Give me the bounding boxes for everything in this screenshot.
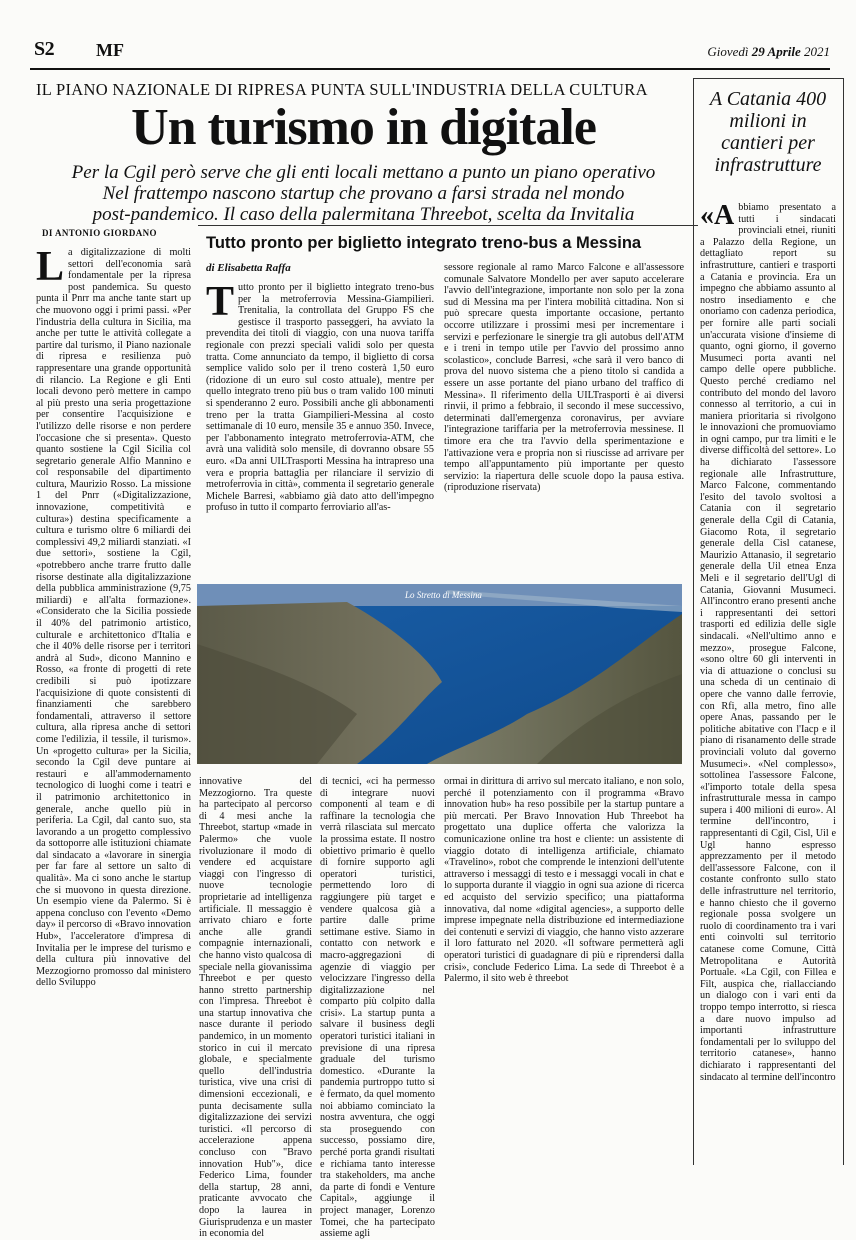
box-top-rule [198,225,698,226]
article-title: Un turismo in digitale [131,99,596,156]
masthead: MF [96,40,124,60]
article-column-4: ormai in dirittura di arrivo sul mercato italiano, e non solo, perché il potenziamento con il programma «Bravo innovation hub» ha reso possibile per la startup puntare a più mercati. Per Bravo Innovation Hub Threebot ha progettato una duplice offerta che valorizza la comunicazione online tra host e cliente: un assistente di viaggio dotato di intelligenza artificiale, chiamato «Travelino», robot che comprende le intenzioni dell'utente attraverso i messaggi di testo e i messaggi vocali in chat e lo supporta durante il viaggio in ogni sua azione di ricerca ed acquisto del servizio specifico; una piattaforma innovativa, dal nome «digital agencies», a supporto delle imprese impegnate nella distribuzione ed intermediazione dei contenuti e servizi di viaggio, che hanno visto azzerare il loro fatturato nel 2020. «Il software permetterà agli operatori turistici di guadagnare di più e riprendersi dalla crisi», conclude Federico Lima. La sede di Threebot è a Palermo, il sito web è threebot [444,776,684,985]
box-title: Tutto pronto per biglietto integrato treno-bus a Messina [206,234,642,252]
strait-photo [197,584,682,764]
photo-caption: Lo Stretto di Messina [405,590,482,600]
issue-date: Giovedì 29 Aprile 2021 [707,44,830,59]
article-column-3: di tecnici, «ci ha permesso di integrare nuovi componenti al team e di raffinare la tecnologia che verrà rilasciata sul mercato la prossima estate. Il nostro obiettivo primario è quello di fornire supporto agli operatori turistici, permettendo loro di raggiungere più target e vendere qualcosa già a partire dalle prime settimane estive. Siamo in contatto con network e macro-aggregazioni di agenzie di viaggio per velocizzare l'ingresso della digitalizzazione nel comparto più colpito dalla crisi». La startup punta a salvare il business degli operatori turistici italiani in previsione di una ripresa graduale del turismo domestico. «Durante la pandemia purtroppo tutto si è fermato, da quel momento noi abbiamo cominciato la nostra avventura, che oggi sta proseguendo con successo, possiamo dire, perché porta grandi risultati e richiama tanto interesse tra stakeholders, ma anche da parte di fondi e Venture Capital», aggiunge il project manager, Lorenzo Tomei, che ha partecipato assieme agli [320,776,435,1240]
sidebar-text: «Abbiamo presentato a tutti i sindacati provinciali etnei, riuniti a Palazzo della Regione, un dettagliato report su infrastrutture, cantieri e trasporti a Catania e provincia. Era un impegno che abbiamo assunto al nostro insediamento e che onoriamo con cadenza periodica, per fornire alle parti sociali un'accurata visione d'insieme di quanto, ogni giorno, il governo Musumeci porta avanti nel campo delle opere pubbliche. Questo perché crediamo nel contributo del mondo del lavoro connesso al territorio, a cui in maniera prioritaria si rivolgono le innovazioni che promuoviamo in ogni campo, pur tra limiti e le diverse difficoltà del settore». Lo ha dichiarato l'assessore regionale alle Infrastrutture, Marco Falcone, commentando l'esito del tavolo svoltosi a Catania con il segretario generale della Cgil di Catania, Giacomo Rota, il segretario generale della Cisl catanese, Maurizio Attanasio, il segretario generale della Uil etnea Enza Meli e il segretario dell'Ugl di Catania, Giovanni Musumeci. All'incontro erano presenti anche i rappresentanti dei settori trasporti ed edilizia delle sigle sindacali. «Nell'ultimo anno e mezzo», prosegue Falcone, «sono oltre 60 gli interventi in via di attuazione o conclusi su una scheda di un centinaio di opere che vanno dalle ferrovie, con Rfi, alla metro, fino alle opere Anas, passando per le politiche abitative con l'Iacp e il piano di risanamento delle strade provinciali voluto dal governo Musumeci». «Nel complesso», sottolinea l'assessore Falcone, «l'importo totale della spesa infrastrutturale messa in campo supera i 400 milioni di euro». Al termine dell'incontro, i rappresentanti di Cgil, Cisl, Uil e Ugl hanno espresso apprezzamento per il metodo dell'assessore Falcone, con il costante confronto sullo stato delle infrastrutture nel territorio, e hanno chiesto che il governo regionale possa svolgere un ruolo di coordinamento tra i vari enti coinvolti sul territorio catanese come Comune, Città Metropolitana e Autorità Portuale. «La Cgil, con Fillea e Filt, auspica che, riallacciando un dialogo con i vari enti da troppo tempo interrotto, si riesca a dare nuovo impulso ad importanti infrastrutture fondamentali per lo sviluppo del territorio catanese», hanno dichiarato i rappresentanti del sindacato al termine dell'incontro [700,200,836,1083]
article-kicker: IL PIANO NAZIONALE DI RIPRESA PUNTA SULL'INDUSTRIA DELLA CULTURA [36,80,648,99]
dropcap: L [36,244,65,290]
dropcap: T [206,279,235,325]
header-rule [30,68,830,70]
box-author: di Elisabetta Raffa [206,262,291,274]
box-column-1: Tutto pronto per il biglietto integrato treno-bus per la metroferrovia Messina-Giampilieri. Trenitalia, la controllata del Gruppo FS che gestisce il trasporto passeggeri, ha avviato la prevendita dei titoli di viaggio, con una nuova tariffa regionale con prezzi speciali validi solo per questa tratta. Come annunciato da tempo, il biglietto di corsa semplice valido solo per il treno costerà 1,50 euro (ridozione di un euro sul costo attuale), mentre per quello integrato treno più bus o tram valido 100 minuti si spenderanno 2 euro. Possibili anche gli abbonamenti treno per la tratta Giampilieri-Messina al costo settimanale di 10 euro, mensile 35 e annuo 350. Invece, per l'abbonamento integrato metroferrovia-ATM, che avrà una validità solo mensile, di dovranno obsare 55 euro. «Da anni UILTrasporti Messina ha intrapreso una vera e propria battaglia per rilanciare il servizio di metroferrovia in città», commenta il segretario generale Michele Barresi, «abbiamo già dato atto dell'impegno profuso in tutto il comparto ferroviario all'as- [206,279,434,514]
section-label: S2 [34,38,55,60]
article-column-2: innovative del Mezzogiorno. Tra queste ha partecipato al percorso di 4 mesi anche la Threebot, startup «made in Palermo» che vuole rivoluzionare il modo di vendere ed acquistare viaggi con l'ingresso di nuove tecnologie proprietarie ad intelligenza artificiale. Il messaggio è arrivato chiaro e forte anche alle grandi compagnie internazionali, che hanno visto qualcosa di speciale nella giovanissima Threebot e per questo hanno stretto partnership con l'impresa. Threebot è una startup innovativa che nasce durante il periodo pandemico, in un momento storico in cui il mercato globale, e specialmente quello dell'industria turistica, vive una crisi di dimensioni eccezionali, e punta decisamente sulla digitalizzazione dei servizi turistici. «Il percorso di accelerazione appena concluso con "Bravo innovation Hub"», dice Federico Lima, founder della startup, 28 anni, praticante avvocato che dopo la laurea in Giurisprudenza e un master in economia del [199,776,312,1240]
dropcap: «A [700,200,735,231]
box-column-2: sessore regionale al ramo Marco Falcone e all'assessore comunale Salvatore Mondello per aver saputo accelerare l'avvio dell'integrazione, importante non solo per la zona sud di Messina ma per l'intera mobilità cittadina. Non si può sprecare questa importante occasione, pertanto occorre utilizzare i prossimi mesi per incrementare i servizi e perfezionare le sinergie tra gli autobus dell'ATM e i treni in tempo utile per l'avvio del prossimo anno scolastico», conclude Barresi, «che sarà il vero banco di prova del nuovo sistema che a pieno titolo si candida a essere un asse portante del piano urbano del traffico di Messina». Il riferimento della UILTrasporti è ai diversi rinvii, il primo a febbraio, il secondo il mese successivo, determinati dall'emergenza coronavirus, per avviare l'integrazione tariffaria per la metroferrovia messinese. Il timore era che tra l'avvio della sperimentazione e l'attivazione vera e propria non si riuscisse ad arrivare per tempo all'appuntamento più importante per questo servizio: la riapertura delle scuole dopo la pausa estiva. (riproduzione riservata) [444,262,684,494]
sidebar-title: A Catania 400 milioni in cantieri per infrastrutture [709,88,827,176]
article-byline: DI ANTONIO GIORDANO [42,228,157,238]
article-deck: Per la Cgil però serve che gli enti locali mettano a punto un piano operativo Nel frattempo nascono startup che provano a farsi strada nel mondo post-pandemico. Il caso della palermitana Threebot, scelta da Invitalia [71,162,656,225]
article-column-1: La digitalizzazione di molti settori dell'economia sarà fondamentale per la ripresa post pandemica. Su questo punta il Pnrr ma anche tante start up che muovono oggi i primi passi. «Per l'industria della cultura in Sicilia, ma anche per tutte le attività collegate a partire dal turismo, il Piano nazionale di ripresa e resilienza può rappresentare una grande opportunità di rilancio. La Regione e gli Enti locali devono però mettere in campo al più presto una seria progettazione per consentire l'acquisizione e l'utilizzo delle risorse e non perdere l'occasione che si presenta». Questo quanto sostiene la Cgil Sicilia col segretario generale Alfio Mannino e col responsabile del dipartimento cultura, Maurizio Rosso. La missione 1 del Pnrr («Digitalizzazione, innovazione, competitività e cultura») destina specificamente a cultura e turismo oltre 6 miliardi dei complessivi 49,2 miliardi stanziati. «I due settori», sostiene la Cgil, «potrebbero anche trarre frutto dalle risorse destinate alla digitalizzazione della pubblica amministrazione (9,75 miliardi) e all'alta formazione». «Considerato che la Sicilia possiede il 40% del patrimonio artistico, culturale e architettonico d'Italia e che il 40% delle risorse per i territori andrà al Sud», dicono Mannino e Rosso, «a fronte di progetti di rete credibili si può ipotizzare l'acquisizione di quote consistenti di finanziamenti che sarebbero fondamentali, attraverso il settore cultura, alla ripresa anche di settori come l'edilizia, il tessile, il turismo». Un «progetto cultura» per la Sicilia, secondo la Cgil deve puntare ai restauri e all'ammodernamento tecnologico di luoghi come i teatri e il patrimonio architettonico in generale, anche quello più in periferia. La Cgil, dal canto suo, sta lavorando a un progetto complessivo da sottoporre alle istituzioni chiamate dal sindacato a «lavorare in sinergia per far fare al settore un salto di qualità». Ma ci sono anche le startup che si muovono in questa direzione. Un esempio viene da Palermo. Si è appena concluso con l'evento «Demo day» il percorso di «Bravo innovation Hub», l'acceleratore d'impresa di Invitalia per le imprese del turismo e della cultura più innovative del Mezzogiorno promosso dal ministero dello Sviluppo [36,244,191,989]
